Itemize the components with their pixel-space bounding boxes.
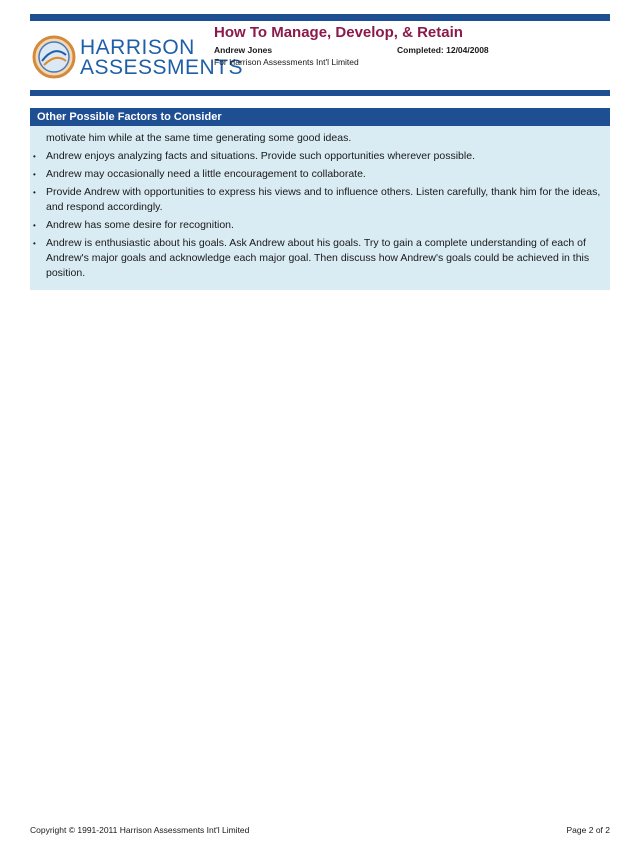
factors-section — [30, 108, 610, 290]
bullet-item: • Andrew enjoys analyzing facts and situations. Provide such opportunities wherever possible. — [30, 149, 604, 164]
page-number: Page 2 of 2 — [566, 825, 610, 835]
person-name: Andrew Jones — [214, 45, 273, 55]
logo-text-line1: HARRISON — [80, 36, 195, 59]
bullet-item: • Provide Andrew with opportunities to express his views and to influence others. Listen carefully, thank him for the ideas, and respond accordingly. — [30, 185, 604, 215]
copyright-footer: Copyright © 1991-2011 Harrison Assessments Int'l Limited — [30, 825, 250, 835]
header-divider-bar — [30, 90, 610, 96]
logo-text-line2: ASSESSMENTS — [80, 56, 244, 79]
top-divider-bar — [30, 14, 610, 21]
section-body — [30, 126, 610, 290]
organization-line: For Harrison Assessments Int'l Limited — [214, 57, 359, 67]
bullet-item: • Andrew is enthusiastic about his goals. Ask Andrew about his goals. Try to gain a complete understanding of each of Andrew's major goals and acknowledge each major goal. Then discuss how Andrew's goals could be achieved in this position. — [30, 236, 604, 281]
logo-emblem-icon — [32, 35, 76, 79]
bullet-item: • Andrew may occasionally need a little encouragement to collaborate. — [30, 167, 604, 182]
bullet-item: • Andrew has some desire for recognition. — [30, 218, 604, 233]
section-heading: Other Possible Factors to Consider — [30, 108, 610, 126]
continuation-text: motivate him while at the same time generating some good ideas. — [46, 132, 352, 144]
completed-date: Completed: 12/04/2008 — [397, 45, 489, 55]
report-title: How To Manage, Develop, & Retain — [214, 24, 463, 41]
